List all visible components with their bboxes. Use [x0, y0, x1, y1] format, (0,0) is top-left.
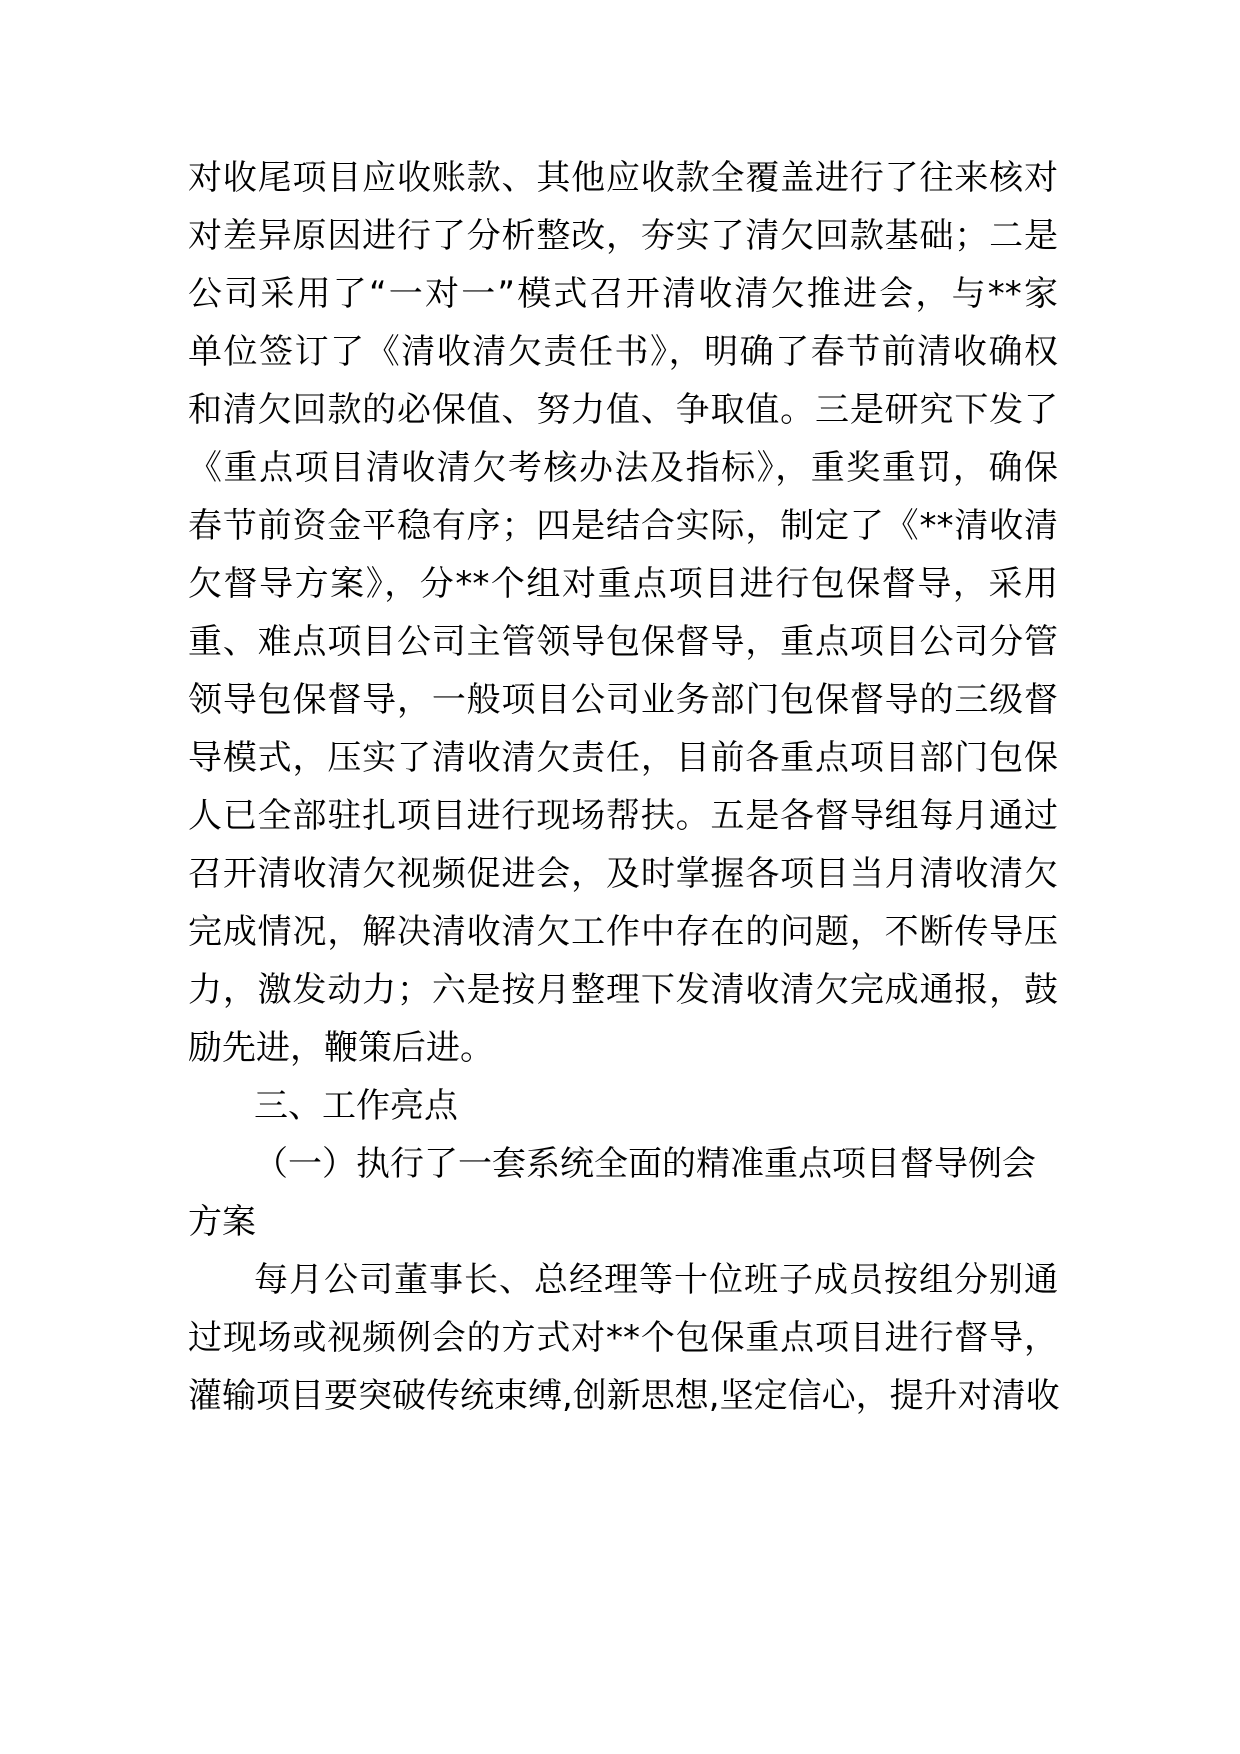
- paragraph-line: 对差异原因进行了分析整改，夯实了清欠回款基础；二是: [188, 216, 1058, 256]
- section-heading: 三、工作亮点: [254, 1086, 458, 1126]
- paragraph-line: 和清欠回款的必保值、努力值、争取值。三是研究下发了: [188, 390, 1058, 430]
- body-paragraph-line: 过现场或视频例会的方式对**个包保重点项目进行督导，: [188, 1318, 1058, 1358]
- paragraph-line: 单位签订了《清收清欠责任书》，明确了春节前清收确权: [188, 332, 1058, 372]
- paragraph-line: 春节前资金平稳有序；四是结合实际，制定了《**清收清: [188, 506, 1058, 546]
- paragraph-line: 公司采用了“一对一”模式召开清收清欠推进会，与**家: [188, 274, 1058, 314]
- paragraph-line: 励先进，鞭策后进。: [188, 1028, 494, 1068]
- paragraph-line: 人已全部驻扎项目进行现场帮扶。五是各督导组每月通过: [188, 796, 1058, 836]
- paragraph-line: 力，激发动力；六是按月整理下发清收清欠完成通报，鼓: [188, 970, 1058, 1010]
- paragraph-line: 召开清收清欠视频促进会，及时掌握各项目当月清收清欠: [188, 854, 1058, 894]
- paragraph-line: 欠督导方案》，分**个组对重点项目进行包保督导，采用: [188, 564, 1058, 604]
- subheading: （一）执行了一套系统全面的精准重点项目督导例会: [254, 1144, 1036, 1184]
- body-paragraph-line: 每月公司董事长、总经理等十位班子成员按组分别通: [254, 1260, 1058, 1300]
- paragraph-line: 导模式，压实了清收清欠责任，目前各重点项目部门包保: [188, 738, 1058, 778]
- body-paragraph-line: 灌输项目要突破传统束缚,创新思想,坚定信心，提升对清收: [188, 1376, 1060, 1416]
- subheading-continuation: 方案: [188, 1202, 256, 1242]
- paragraph-line: 《重点项目清收清欠考核办法及指标》，重奖重罚，确保: [188, 448, 1058, 488]
- paragraph-line: 重、难点项目公司主管领导包保督导，重点项目公司分管: [188, 622, 1058, 662]
- paragraph-line: 完成情况，解决清收清欠工作中存在的问题，不断传导压: [188, 912, 1058, 952]
- paragraph-line: 对收尾项目应收账款、其他应收款全覆盖进行了往来核对: [188, 158, 1058, 198]
- paragraph-line: 领导包保督导，一般项目公司业务部门包保督导的三级督: [188, 680, 1058, 720]
